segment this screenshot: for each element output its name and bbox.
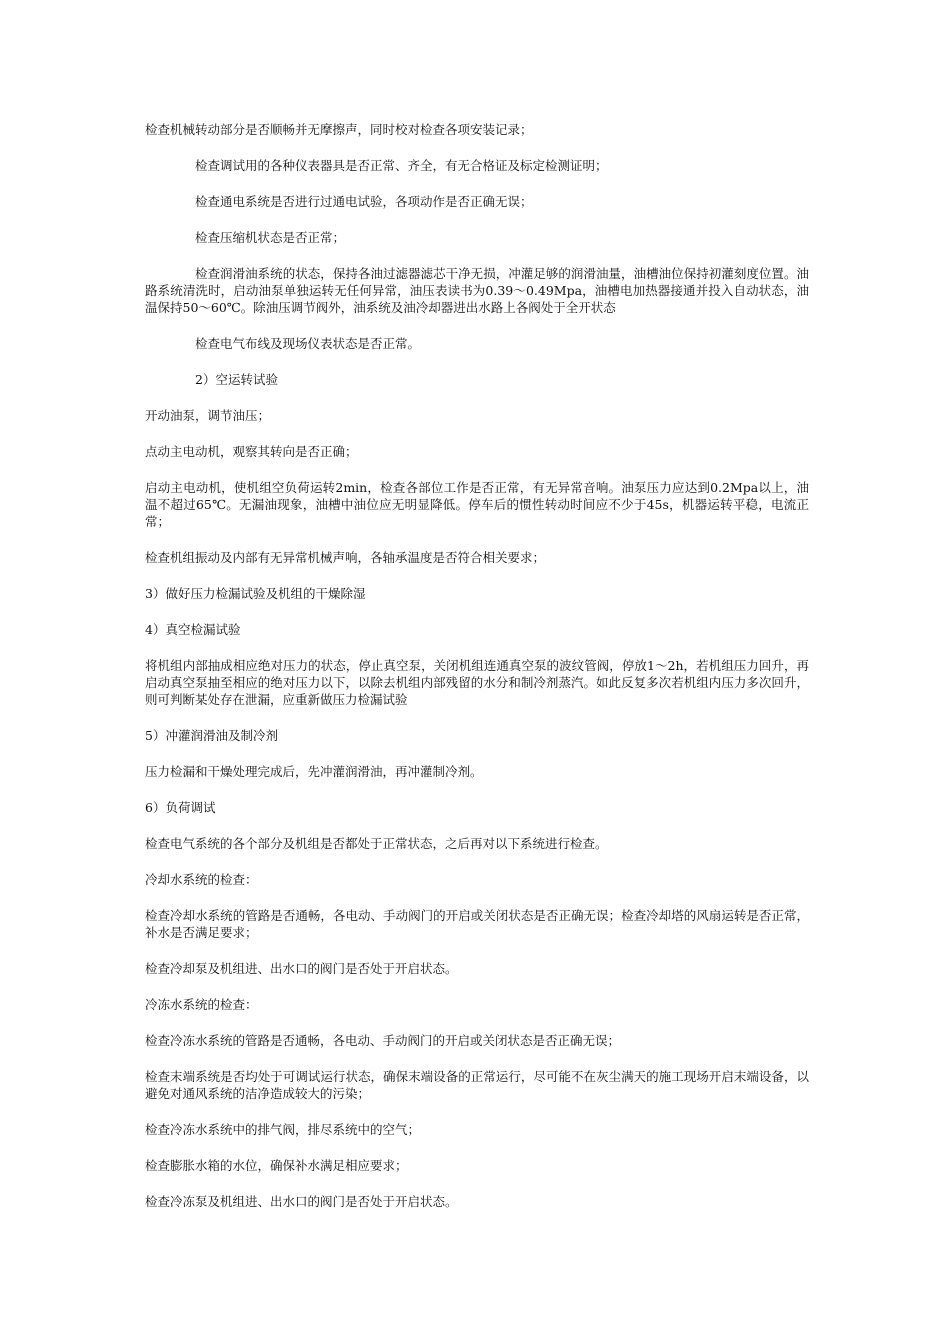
paragraph-check-cooling-pipes: 检查冷却水系统的管路是否通畅，各电动、手动阀门的开启或关闭状态是否正确无误；检查冷却塔的风扇运转是否正常，补水是否满足要求； bbox=[145, 908, 809, 940]
paragraph-check-electrical: 检查电气系统的各个部分及机组是否都处于正常状态，之后再对以下系统进行检查。 bbox=[145, 836, 608, 851]
paragraph-jog-motor: 点动主电动机，观察其转向是否正确； bbox=[145, 444, 358, 459]
paragraph-check-compressor: 检查压缩机状态是否正常； bbox=[195, 230, 346, 245]
section-heading-no-load-test: 2）空运转试验 bbox=[195, 372, 278, 387]
paragraph-vacuum-procedure: 将机组内部抽成相应绝对压力的状态，停止真空泵，关闭机组连通真空泵的波纹管阀，停放1～2h，若机组压力回升，再启动真空泵抽至相应的绝对压力以下，以除去机组内部残留的水分和制冷剂蒸汽。如此反复多次若机组内压力多次回升，则可判断某处存在泄漏，应重新做压力检漏试验 bbox=[145, 658, 809, 707]
paragraph-chilled-water-heading: 冷冻水系统的检查： bbox=[145, 997, 258, 1012]
paragraph-cooling-water-heading: 冷却水系统的检查： bbox=[145, 872, 258, 887]
document-body bbox=[145, 121, 809, 1229]
paragraph-check-chilled-pipes: 检查冷冻水系统的管路是否通畅，各电动、手动阀门的开启或关闭状态是否正确无误； bbox=[145, 1033, 621, 1048]
paragraph-check-expansion-tank: 检查膨胀水箱的水位，确保补水满足相应要求； bbox=[145, 1158, 408, 1173]
paragraph-start-oil-pump: 开动油泵，调节油压； bbox=[145, 408, 271, 423]
paragraph-check-vent-valve: 检查冷冻水系统中的排气阀，排尽系统中的空气； bbox=[145, 1122, 421, 1137]
paragraph-start-motor: 启动主电动机，使机组空负荷运转2min，检查各部位工作是否正常，有无异常音响。油泵压力应达到0.2Mpa以上，油温不超过65℃。无漏油现象，油槽中油位应无明显降低。停车后的惯性转动时间应不少于45s，机器运转平稳，电流正常； bbox=[145, 480, 809, 529]
section-heading-pressure-leak-test: 3）做好压力检漏试验及机组的干燥除湿 bbox=[145, 586, 366, 601]
paragraph-check-vibration: 检查机组振动及内部有无异常机械声响，各轴承温度是否符合相关要求； bbox=[145, 550, 546, 565]
paragraph-check-lubrication: 检查润滑油系统的状态，保持各油过滤器滤芯干净无损，冲灌足够的润滑油量，油槽油位保持初灌刻度位置。油路系统清洗时，启动油泵单独运转无任何异常，油压表读书为0.39～0.49Mpa，油槽电加热器接通并投入自动状态，油温保持50～60℃。除油压调节阀外，油系统及油冷却器进出水路上各阀处于全开状态 bbox=[145, 266, 809, 315]
paragraph-check-cooling-pump: 检查冷却泵及机组进、出水口的阀门是否处于开启状态。 bbox=[145, 961, 458, 976]
section-heading-vacuum-leak-test: 4）真空检漏试验 bbox=[145, 622, 241, 637]
paragraph-check-terminal-system: 检查末端系统是否均处于可调试运行状态，确保末端设备的正常运行，尽可能不在灰尘满天的施工现场开启末端设备，以避免对通风系统的洁净造成较大的污染； bbox=[145, 1069, 809, 1101]
paragraph-check-chilled-pump: 检查冷冻泵及机组进、出水口的阀门是否处于开启状态。 bbox=[145, 1194, 458, 1209]
section-heading-charge-oil-refrigerant: 5）冲灌润滑油及制冷剂 bbox=[145, 728, 278, 743]
section-heading-load-commissioning: 6）负荷调试 bbox=[145, 800, 216, 815]
paragraph-check-instruments: 检查调试用的各种仪表器具是否正常、齐全，有无合格证及标定检测证明； bbox=[195, 158, 608, 173]
paragraph-check-mechanical-rotation: 检查机械转动部分是否顺畅并无摩擦声，同时校对检查各项安装记录； bbox=[145, 122, 533, 137]
paragraph-charge-procedure: 压力检漏和干燥处理完成后，先冲灌润滑油，再冲灌制冷剂。 bbox=[145, 764, 483, 779]
paragraph-check-power-system: 检查通电系统是否进行过通电试验，各项动作是否正确无误； bbox=[195, 194, 533, 209]
paragraph-check-wiring: 检查电气布线及现场仪表状态是否正常。 bbox=[195, 336, 421, 351]
